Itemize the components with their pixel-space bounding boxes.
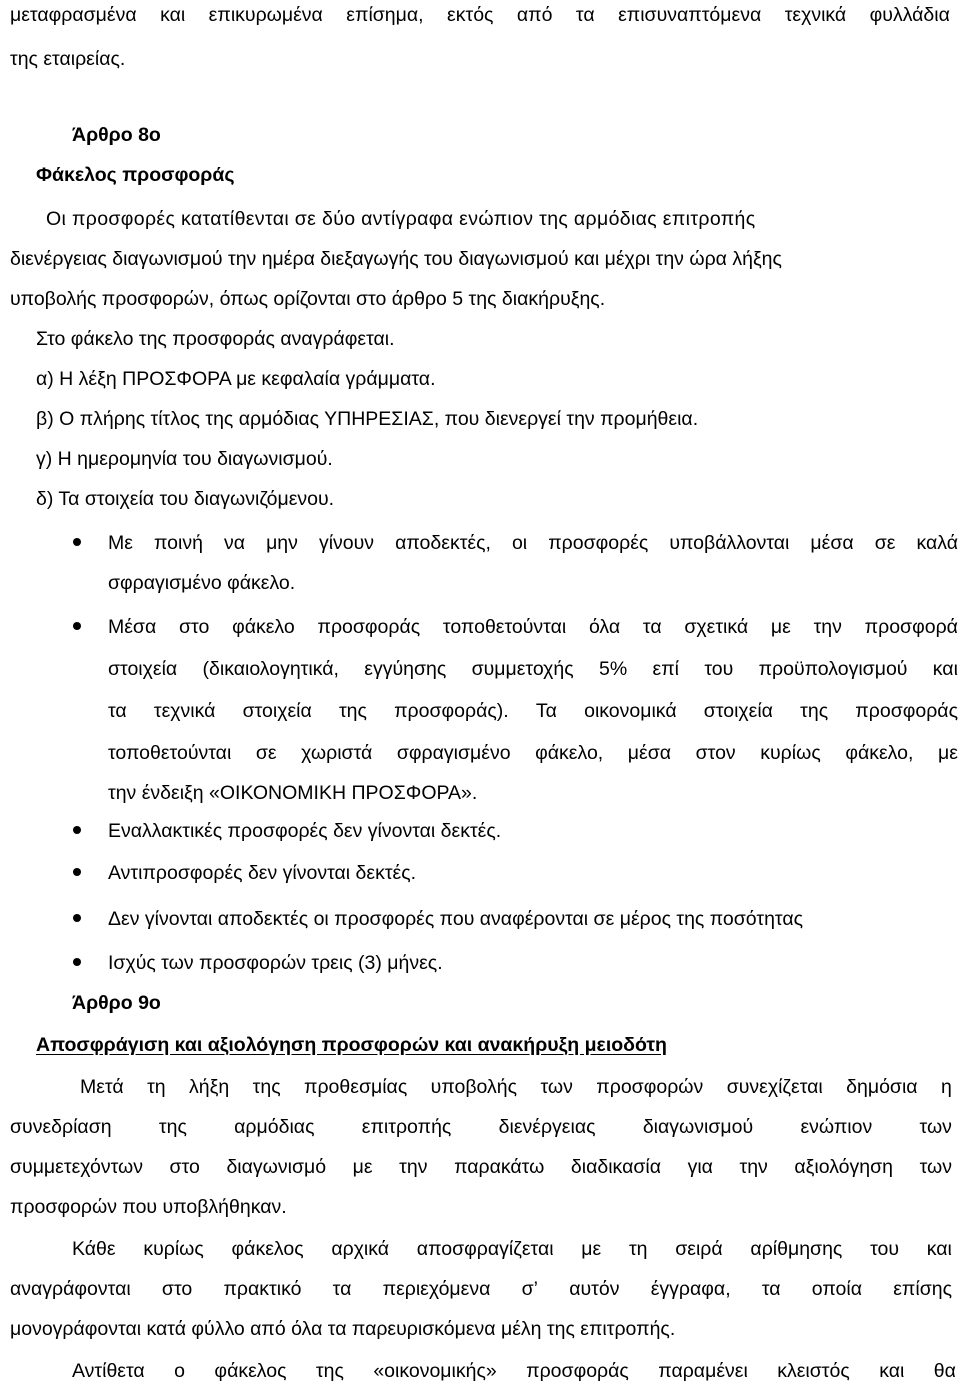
word: σειρά	[675, 1238, 723, 1260]
envelope-intro: Στο φάκελο της προσφοράς αναγράφεται.	[36, 328, 395, 350]
word: τη	[147, 1076, 166, 1098]
word: γίνουν	[318, 532, 375, 554]
article-8-para-line-2: διενέργειας διαγωνισμού την ημέρα διεξαγωγής του διαγωνισμού και μέχρι την ώρα λήξης	[10, 248, 782, 270]
word: συμμετοχής	[471, 658, 574, 680]
word: τα	[642, 616, 662, 638]
word: 5%	[598, 658, 628, 680]
word: φάκελο,	[535, 742, 604, 764]
word: διενέργειας	[498, 1116, 596, 1138]
word: προθεσμίας	[304, 1076, 408, 1098]
word: «οικονομικής»	[373, 1360, 497, 1382]
word: στον	[695, 742, 736, 764]
word: διαδικασία	[570, 1156, 661, 1178]
word: για	[687, 1156, 713, 1178]
word: προσφορές	[548, 532, 649, 554]
word: και	[879, 1360, 905, 1382]
article-9-subheading: Αποσφράγιση και αξιολόγηση προσφορών και ανακήρυξη μειοδότη	[36, 1034, 667, 1056]
envelope-item-c: γ) Η ημερομηνία του διαγωνισμού.	[36, 448, 333, 470]
word: εκτός	[447, 4, 494, 26]
word: τοποθετούνται	[108, 742, 232, 764]
word: της	[252, 1076, 281, 1098]
word: της	[158, 1116, 187, 1138]
word: προσφοράς).	[394, 700, 509, 722]
word: της	[315, 1360, 344, 1382]
word: μην	[266, 532, 298, 554]
envelope-item-d: δ) Τα στοιχεία του διαγωνιζόμενου.	[36, 488, 335, 510]
word: παρακάτω	[454, 1156, 545, 1178]
word: διαγωνισμό	[226, 1156, 327, 1178]
word: συμμετεχόντων	[10, 1156, 143, 1178]
word: φυλλάδια	[869, 4, 950, 26]
word: κλειστός	[777, 1360, 850, 1382]
word: έγγραφα,	[650, 1278, 731, 1300]
word: τα	[108, 700, 127, 722]
word: με	[352, 1156, 373, 1178]
word: στο	[179, 616, 210, 638]
bullet-dot	[73, 914, 81, 922]
word: χωριστά	[301, 742, 373, 764]
word: πρακτικό	[223, 1278, 302, 1300]
bullet-5: Δεν γίνονται αποδεκτές οι προσφορές που αναφέρονται σε μέρος της ποσότητας	[108, 908, 804, 930]
bullet-2-line-3	[108, 700, 958, 722]
word: προσφορών	[596, 1076, 704, 1098]
word: φάκελος	[231, 1238, 304, 1260]
bullet-2-line-2	[108, 658, 958, 680]
word: τεχνικά	[784, 4, 847, 26]
word: Αντίθετα	[72, 1360, 145, 1382]
word: δημόσια	[846, 1076, 918, 1098]
word: φάκελο	[232, 616, 295, 638]
article-9-p2-line-3: μονογράφονται κατά φύλλο από όλα τα παρευρισκόμενα μέλη της επιτροπής.	[10, 1318, 676, 1340]
word: προσφοράς	[526, 1360, 629, 1382]
word: ποινή	[153, 532, 203, 554]
word: στοιχεία	[108, 658, 178, 680]
word: τα	[575, 4, 595, 26]
word: επιτροπής	[361, 1116, 452, 1138]
bullet-dot	[73, 958, 81, 966]
article-9-p2-line-1	[72, 1238, 952, 1260]
word: τοποθετούνται	[442, 616, 567, 638]
word: με	[937, 742, 958, 764]
word: περιεχόμενα	[382, 1278, 491, 1300]
word: επικυρωμένα	[208, 4, 323, 26]
word: τη	[628, 1238, 648, 1260]
word: αποσφραγίζεται	[416, 1238, 554, 1260]
article-8-subheading: Φάκελος προσφοράς	[36, 164, 235, 186]
bullet-dot	[73, 538, 81, 546]
word: από	[516, 4, 553, 26]
word: Κάθε	[72, 1238, 116, 1260]
word: θα	[933, 1360, 956, 1382]
word: την	[399, 1156, 428, 1178]
word: των	[919, 1156, 952, 1178]
word: μέσα	[627, 742, 672, 764]
word: φάκελος	[214, 1360, 287, 1382]
word: λήξη	[189, 1076, 230, 1098]
word: του	[704, 658, 734, 680]
word: του	[870, 1238, 899, 1260]
article-9-heading: Άρθρο 9ο	[72, 992, 161, 1014]
word: μέσα	[810, 532, 854, 554]
word: εγγύησης	[364, 658, 447, 680]
envelope-item-a: α) Η λέξη ΠΡΟΣΦΟΡΑ με κεφαλαία γράμματα.	[36, 368, 436, 390]
word: προσφοράς	[855, 700, 958, 722]
word: σ’	[521, 1278, 538, 1300]
word: προϋπολογισμού	[758, 658, 908, 680]
word: ενώπιον	[800, 1116, 873, 1138]
word: προσφοράς	[317, 616, 421, 638]
bullet-3: Εναλλακτικές προσφορές δεν γίνονται δεκτές.	[108, 820, 502, 842]
word: Μέσα	[108, 616, 157, 638]
word: ο	[174, 1360, 185, 1382]
word: επί	[652, 658, 679, 680]
word: και	[160, 4, 186, 26]
word: να	[223, 532, 246, 554]
envelope-item-b: β) Ο πλήρης τίτλος της αρμόδιας ΥΠΗΡΕΣΙΑΣ, που διενεργεί την προμήθεια.	[36, 408, 699, 430]
word: καλά	[916, 532, 958, 554]
article-9-p1-line-4: προσφορών που υποβλήθηκαν.	[10, 1196, 287, 1218]
bullet-dot	[73, 826, 81, 834]
word: οι	[511, 532, 528, 554]
word: κυρίως	[143, 1238, 204, 1260]
word: συνεχίζεται	[726, 1076, 823, 1098]
word: αξιολόγηση	[794, 1156, 893, 1178]
word: φάκελο,	[845, 742, 914, 764]
word: υποβάλλονται	[669, 532, 790, 554]
word: αρμόδιας	[234, 1116, 315, 1138]
word: σε	[874, 532, 896, 554]
word: την	[739, 1156, 768, 1178]
top-line-1	[10, 4, 950, 26]
article-8-heading: Άρθρο 8ο	[72, 124, 161, 146]
word: στοιχεία	[242, 700, 312, 722]
bullet-4: Αντιπροσφορές δεν γίνονται δεκτές.	[108, 862, 417, 884]
word: των	[540, 1076, 573, 1098]
article-8-para-line-1: Οι προσφορές κατατίθενται σε δύο αντίγραφα ενώπιον της αρμόδιας επιτροπής	[46, 208, 756, 230]
word: προσφορά	[864, 616, 958, 638]
bullet-1-line-2: σφραγισμένο φάκελο.	[108, 572, 296, 594]
word: όλα	[588, 616, 621, 638]
word: τεχνικά	[153, 700, 216, 722]
bullet-2-line-1	[108, 616, 958, 638]
bullet-6: Ισχύς των προσφορών τρεις (3) μήνες.	[108, 952, 443, 974]
article-8-para-line-3: υποβολής προσφορών, όπως ορίζονται στο άρθρο 5 της διακήρυξης.	[10, 288, 606, 310]
word: την	[813, 616, 842, 638]
word: αυτόν	[569, 1278, 620, 1300]
word: υποβολής	[430, 1076, 518, 1098]
word: στο	[169, 1156, 200, 1178]
word: αρίθμησης	[750, 1238, 843, 1260]
bullet-2-line-4	[108, 742, 958, 764]
word: οικονομικά	[584, 700, 677, 722]
word: των	[919, 1116, 952, 1138]
article-9-p1-line-3	[10, 1156, 952, 1178]
word: κυρίως	[760, 742, 821, 764]
word: αποδεκτές,	[395, 532, 491, 554]
word: αναγράφονται	[10, 1278, 131, 1300]
article-9-p1-line-1	[80, 1076, 952, 1098]
top-line-2: της εταιρείας.	[10, 48, 126, 70]
word: τα	[332, 1278, 352, 1300]
bullet-dot	[73, 868, 81, 876]
word: σφραγισμένο	[396, 742, 511, 764]
word: της	[338, 700, 367, 722]
article-9-p1-line-2	[10, 1116, 952, 1138]
word: η	[941, 1076, 952, 1098]
word: Τα	[535, 700, 557, 722]
word: της	[800, 700, 829, 722]
word: διαγωνισμού	[642, 1116, 754, 1138]
word: οποία	[811, 1278, 862, 1300]
word: σχετικά	[684, 616, 749, 638]
word: Με	[108, 532, 133, 554]
word: με	[581, 1238, 602, 1260]
word: τα	[761, 1278, 781, 1300]
word: σε	[255, 742, 277, 764]
word: συνεδρίαση	[10, 1116, 112, 1138]
word: στο	[161, 1278, 193, 1300]
word: παραμένει	[658, 1360, 748, 1382]
word: Μετά	[80, 1076, 124, 1098]
word: μεταφρασμένα	[10, 4, 137, 26]
word: στοιχεία	[703, 700, 773, 722]
article-9-p2-line-2	[10, 1278, 952, 1300]
bullet-dot	[73, 622, 81, 630]
word: επίσημα,	[346, 4, 424, 26]
word: επίσης	[893, 1278, 952, 1300]
bullet-2-line-5: την ένδειξη «ΟΙΚΟΝΟΜΙΚΗ ΠΡΟΣΦΟΡΑ».	[108, 782, 478, 804]
word: αρχικά	[331, 1238, 390, 1260]
word: (δικαιολογητικά,	[202, 658, 339, 680]
word: και	[926, 1238, 952, 1260]
word: με	[770, 616, 791, 638]
article-9-p3-line-1	[72, 1360, 956, 1382]
word: επισυναπτόμενα	[618, 4, 762, 26]
bullet-1-line-1	[108, 532, 958, 554]
word: και	[932, 658, 958, 680]
